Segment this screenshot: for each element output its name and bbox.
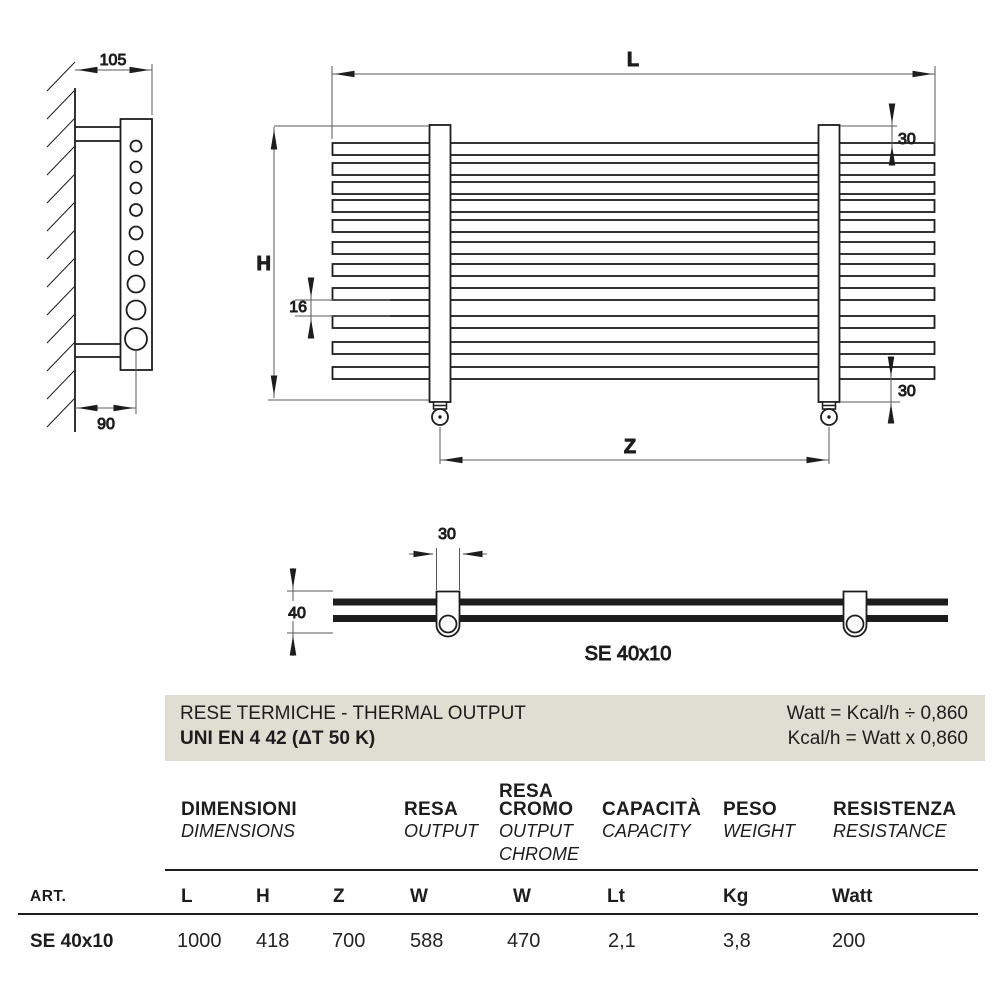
value-w-chrome: 470 bbox=[507, 930, 541, 952]
dim-Z-label: Z bbox=[623, 436, 637, 458]
dim-105-label: 105 bbox=[99, 52, 127, 69]
dim-30-bracket bbox=[409, 548, 487, 590]
profile-caption: SE 40x10 bbox=[584, 643, 672, 665]
dim-30-top-label: 30 bbox=[898, 131, 916, 148]
table-rule-bottom bbox=[18, 913, 978, 915]
value-lt: 2,1 bbox=[608, 930, 636, 952]
thermal-output-banner bbox=[165, 695, 985, 761]
dim-H-label: H bbox=[256, 253, 271, 275]
dim-90-label: 90 bbox=[97, 416, 115, 433]
col-unit-w: W bbox=[410, 886, 428, 907]
group-resistance-en: RESISTANCE bbox=[833, 821, 947, 841]
group-resistance-it: RESISTENZA bbox=[833, 799, 957, 820]
col-art-header: ART. bbox=[30, 888, 67, 905]
dim-30-bottom-label: 30 bbox=[898, 383, 916, 400]
table-rule-top bbox=[165, 869, 978, 871]
col-unit-w-chrome: W bbox=[513, 886, 531, 907]
dim-40-label: 40 bbox=[288, 605, 306, 622]
wall-hatching bbox=[47, 62, 75, 427]
group-output-chrome-it2: CROMO bbox=[499, 799, 574, 820]
dim-16-label: 16 bbox=[289, 299, 307, 316]
group-capacity-en: CAPACITY bbox=[602, 821, 691, 841]
pipe-bottom bbox=[75, 344, 121, 357]
group-output-it: RESA bbox=[404, 799, 458, 820]
collector-right bbox=[819, 125, 840, 402]
banner-title: RESE TERMICHE - THERMAL OUTPUT bbox=[180, 703, 526, 724]
value-watt: 200 bbox=[832, 930, 866, 952]
valve-right bbox=[821, 402, 837, 425]
value-kg: 3,8 bbox=[723, 930, 751, 952]
col-unit-h: H bbox=[256, 886, 270, 907]
side-view bbox=[47, 52, 152, 433]
group-dimensions-it: DIMENSIONI bbox=[181, 799, 297, 820]
bracket-right bbox=[844, 592, 867, 637]
group-weight-it: PESO bbox=[723, 799, 777, 820]
banner-formula-kcal: Kcal/h = Watt x 0,860 bbox=[787, 728, 968, 749]
dim-105 bbox=[75, 64, 152, 115]
col-unit-z: Z bbox=[333, 886, 345, 907]
group-capacity-it: CAPACITÀ bbox=[602, 799, 702, 820]
bracket-left bbox=[437, 592, 460, 637]
pipe-top bbox=[75, 127, 121, 141]
banner-norm: UNI EN 4 42 (ΔT 50 K) bbox=[180, 728, 376, 749]
group-output-en: OUTPUT bbox=[404, 821, 478, 841]
group-dimensions-en: DIMENSIONS bbox=[181, 821, 296, 841]
front-view bbox=[257, 49, 935, 464]
row-art: SE 40x10 bbox=[30, 931, 114, 952]
group-output-chrome-it1: RESA bbox=[499, 781, 553, 802]
group-output-chrome-en1: OUTPUT bbox=[499, 821, 573, 841]
value-w: 588 bbox=[410, 930, 444, 952]
dim-L bbox=[332, 66, 935, 144]
dim-30-bracket-label: 30 bbox=[438, 526, 456, 543]
col-unit-kg: Kg bbox=[723, 886, 749, 907]
value-h: 418 bbox=[256, 930, 290, 952]
col-unit-lt: Lt bbox=[607, 886, 625, 907]
tubes bbox=[333, 143, 935, 379]
banner-formula-watt: Watt = Kcal/h ÷ 0,860 bbox=[786, 703, 968, 724]
col-unit-l: L bbox=[181, 886, 193, 907]
top-view bbox=[283, 526, 948, 665]
collector-left bbox=[430, 125, 451, 402]
value-z: 700 bbox=[332, 930, 366, 952]
group-output-chrome-en2: CHROME bbox=[499, 844, 579, 864]
col-unit-watt: Watt bbox=[832, 886, 873, 907]
value-l: 1000 bbox=[177, 930, 222, 952]
group-weight-en: WEIGHT bbox=[723, 821, 795, 841]
dim-L-label: L bbox=[626, 49, 640, 71]
valve-left bbox=[432, 402, 448, 425]
